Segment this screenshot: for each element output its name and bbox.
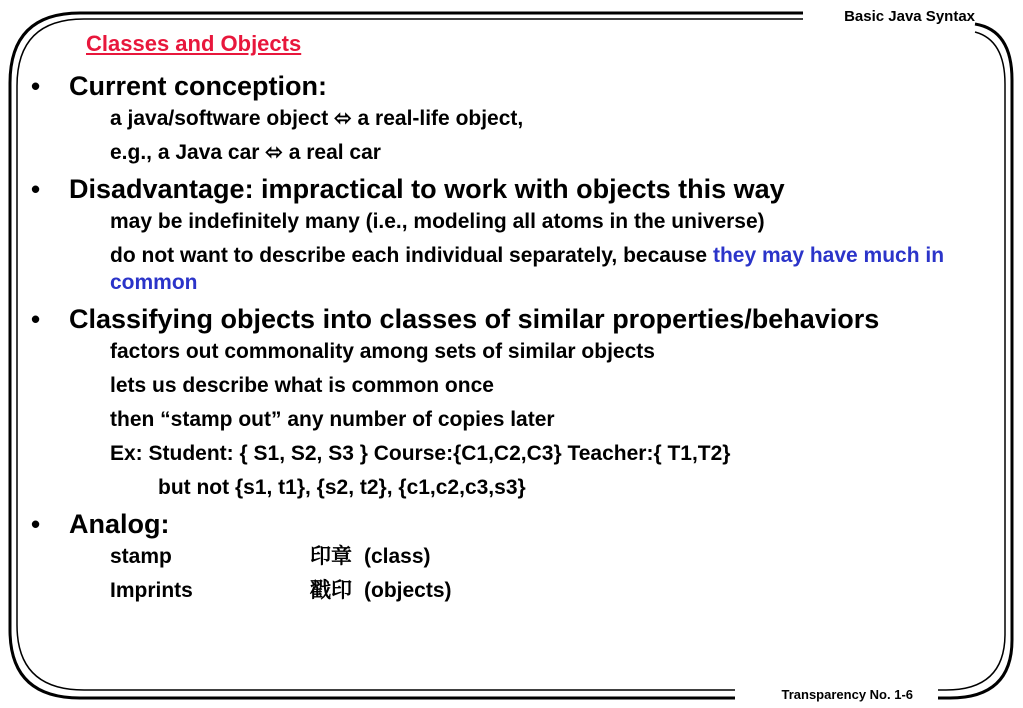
bullet-icon: • (31, 304, 41, 334)
bullet-icon: • (31, 509, 41, 539)
sub-bullet (28, 105, 978, 132)
analog-cjk: 戳印 (310, 579, 352, 602)
transparency-number: Transparency No. 1-6 (781, 687, 913, 702)
analog-term: stamp (110, 545, 172, 568)
analog-note: (class) (364, 545, 431, 568)
sub-bullet (28, 474, 978, 501)
bullet-classifying (28, 303, 988, 335)
bullet-current-conception (28, 70, 988, 102)
sub-bullet-text: then “stamp out” any number of copies later (110, 408, 555, 431)
analog-note: (objects) (364, 579, 452, 602)
slide-content (28, 66, 988, 611)
sub-bullet (28, 543, 978, 570)
sub-bullet (28, 372, 978, 399)
analog-cjk: 印章 (310, 545, 352, 568)
sub-bullet-text: do not want to describe each individual separately, because (110, 244, 713, 267)
bullet-disadvantage (28, 173, 988, 205)
sub-bullet-text: may be indefinitely many (i.e., modeling all atoms in the universe) (110, 210, 765, 233)
bullet-text: Disadvantage: impractical to work with objects this way (69, 174, 785, 204)
bullet-icon: • (31, 71, 41, 101)
sub-bullet-text: factors out commonality among sets of similar objects (110, 340, 655, 363)
sub-bullet-text: but not {s1, t1}, {s2, t2}, {c1,c2,c3,s3} (158, 476, 526, 499)
sub-bullet (28, 406, 978, 433)
sub-bullet (28, 338, 978, 365)
sub-bullet (28, 440, 978, 467)
sub-bullet-text: lets us describe what is common once (110, 374, 494, 397)
sub-bullet-text: a java/software object ⬄ a real-life object, (110, 107, 524, 130)
highlight-text: they may have much in common (110, 244, 945, 294)
bullet-text: Current conception: (69, 71, 328, 101)
bullet-text: Classifying objects into classes of similar properties/behaviors (69, 304, 880, 334)
slide-title: Classes and Objects (86, 31, 302, 56)
bullet-text: Analog: (69, 509, 170, 539)
sub-bullet (28, 139, 978, 166)
sub-bullet (28, 242, 978, 296)
bullet-analog (28, 508, 988, 540)
sub-bullet-text: Ex: Student: { S1, S2, S3 } Course:{C1,C2,C3} Teacher:{ T1,T2} (110, 442, 731, 465)
sub-bullet (28, 208, 978, 235)
bullet-icon: • (31, 174, 41, 204)
sub-bullet (28, 577, 978, 604)
sub-bullet-text: e.g., a Java car ⬄ a real car (110, 141, 381, 164)
deck-title: Basic Java Syntax (844, 8, 975, 25)
analog-term: Imprints (110, 579, 193, 602)
